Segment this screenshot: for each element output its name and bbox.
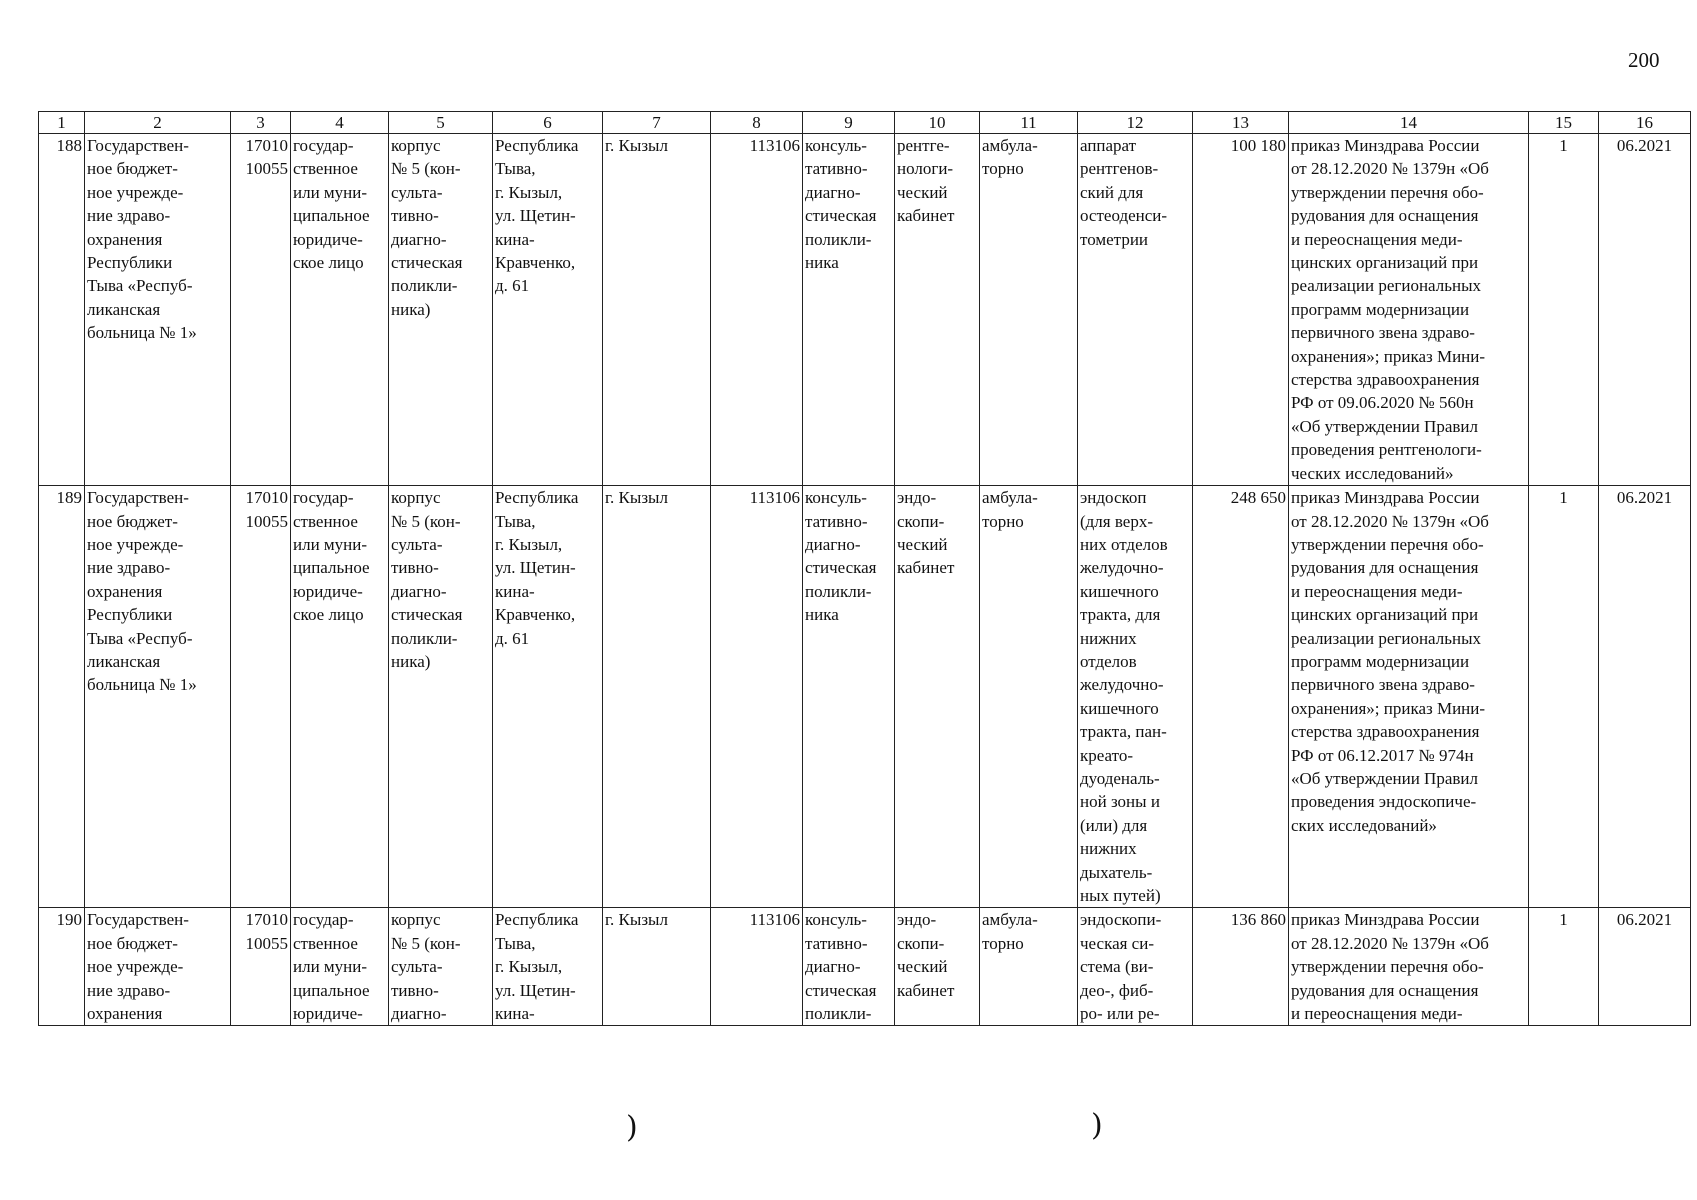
equipment: эндоскоп (для верх- них отделов желудочно- кишечного тракта, для нижних отделов желудочно- кишечного тракта, пан- креато- дуоденаль- ной зоны и (или) для нижних дыхатель- ных путей) xyxy=(1078,486,1193,908)
date: 06.2021 xyxy=(1599,134,1691,486)
organization-name: Государствен- ное бюджет- ное учрежде- ние здраво- охранения Республики Тыва «Респуб- ликанская больница № 1» xyxy=(85,486,231,908)
legal-form: государ- ственное или муни- ципальное юридиче- ское лицо xyxy=(291,486,389,908)
regulation: приказ Минздрава России от 28.12.2020 № 1379н «Об утверждении перечня обо- рудования для оснащения и переоснащения меди- цинских организаций при реализации региональных программ модернизации первичного звена здраво- охранения»; приказ Мини- стерства здравоохранения РФ от 06.12.2017 № 974н «Об утверждении Правил проведения эндоскопиче- ских исследований» xyxy=(1289,486,1529,908)
care-mode: амбула- торно xyxy=(980,134,1078,486)
header-col-11: 11 xyxy=(980,112,1078,134)
header-col-5: 5 xyxy=(389,112,493,134)
row-number: 189 xyxy=(39,486,85,908)
table-row xyxy=(39,486,1691,908)
organization-name: Государствен- ное бюджет- ное учрежде- ние здраво- охранения xyxy=(85,908,231,1026)
header-col-12: 12 xyxy=(1078,112,1193,134)
header-col-7: 7 xyxy=(603,112,711,134)
care-mode: амбула- торно xyxy=(980,908,1078,1026)
header-col-3: 3 xyxy=(231,112,291,134)
row-number: 188 xyxy=(39,134,85,486)
unit-type: консуль- тативно- диагно- стическая поликли- ника xyxy=(803,134,895,486)
department: эндо- скопи- ческий кабинет xyxy=(895,908,980,1026)
quantity: 1 xyxy=(1529,908,1599,1026)
date: 06.2021 xyxy=(1599,486,1691,908)
quantity: 1 xyxy=(1529,134,1599,486)
cost: 248 650 xyxy=(1193,486,1289,908)
organization-name: Государствен- ное бюджет- ное учрежде- ние здраво- охранения Республики Тыва «Респуб- ликанская больница № 1» xyxy=(85,134,231,486)
address: Республика Тыва, г. Кызыл, ул. Щетин- кина- Кравченко, д. 61 xyxy=(493,134,603,486)
city: г. Кызыл xyxy=(603,486,711,908)
header-col-13: 13 xyxy=(1193,112,1289,134)
ogrn-code: 17010 10055 xyxy=(231,134,291,486)
table-row xyxy=(39,908,1691,1026)
header-row xyxy=(39,112,1691,134)
population: 113106 xyxy=(711,908,803,1026)
scan-mark: ) xyxy=(1091,1108,1103,1143)
header-col-6: 6 xyxy=(493,112,603,134)
population: 113106 xyxy=(711,486,803,908)
equipment: аппарат рентгенов- ский для остеоденси- тометрии xyxy=(1078,134,1193,486)
equipment: эндоскопи- ческая си- стема (ви- део-, фиб- ро- или ре- xyxy=(1078,908,1193,1026)
ogrn-code: 17010 10055 xyxy=(231,486,291,908)
header-col-10: 10 xyxy=(895,112,980,134)
unit-type: консуль- тативно- диагно- стическая поликли- xyxy=(803,908,895,1026)
legal-form: государ- ственное или муни- ципальное юридиче- xyxy=(291,908,389,1026)
header-col-16: 16 xyxy=(1599,112,1691,134)
regulation: приказ Минздрава России от 28.12.2020 № 1379н «Об утверждении перечня обо- рудования для оснащения и переоснащения меди- цинских организаций при реализации региональных программ модернизации первичного звена здраво- охранения»; приказ Мини- стерства здравоохранения РФ от 09.06.2020 № 560н «Об утверждении Правил проведения рентгенологи- ческих исследований» xyxy=(1289,134,1529,486)
unit-type: консуль- тативно- диагно- стическая поликли- ника xyxy=(803,486,895,908)
department: эндо- скопи- ческий кабинет xyxy=(895,486,980,908)
building: корпус № 5 (кон- сульта- тивно- диагно- стическая поликли- ника) xyxy=(389,486,493,908)
equipment-registry-table xyxy=(38,111,1691,1026)
address: Республика Тыва, г. Кызыл, ул. Щетин- кина- xyxy=(493,908,603,1026)
cost: 100 180 xyxy=(1193,134,1289,486)
quantity: 1 xyxy=(1529,486,1599,908)
header-col-14: 14 xyxy=(1289,112,1529,134)
regulation: приказ Минздрава России от 28.12.2020 № 1379н «Об утверждении перечня обо- рудования для оснащения и переоснащения меди- xyxy=(1289,908,1529,1026)
legal-form: государ- ственное или муни- ципальное юридиче- ское лицо xyxy=(291,134,389,486)
header-col-8: 8 xyxy=(711,112,803,134)
address: Республика Тыва, г. Кызыл, ул. Щетин- кина- Кравченко, д. 61 xyxy=(493,486,603,908)
header-col-4: 4 xyxy=(291,112,389,134)
building: корпус № 5 (кон- сульта- тивно- диагно- xyxy=(389,908,493,1026)
page-number: 200 xyxy=(1628,48,1660,72)
table-row xyxy=(39,134,1691,486)
header-col-1: 1 xyxy=(39,112,85,134)
header-col-2: 2 xyxy=(85,112,231,134)
population: 113106 xyxy=(711,134,803,486)
header-col-15: 15 xyxy=(1529,112,1599,134)
department: рентге- нологи- ческий кабинет xyxy=(895,134,980,486)
building: корпус № 5 (кон- сульта- тивно- диагно- стическая поликли- ника) xyxy=(389,134,493,486)
ogrn-code: 17010 10055 xyxy=(231,908,291,1026)
city: г. Кызыл xyxy=(603,134,711,486)
row-number: 190 xyxy=(39,908,85,1026)
header-col-9: 9 xyxy=(803,112,895,134)
care-mode: амбула- торно xyxy=(980,486,1078,908)
city: г. Кызыл xyxy=(603,908,711,1026)
cost: 136 860 xyxy=(1193,908,1289,1026)
scan-mark: ) xyxy=(626,1110,638,1145)
date: 06.2021 xyxy=(1599,908,1691,1026)
